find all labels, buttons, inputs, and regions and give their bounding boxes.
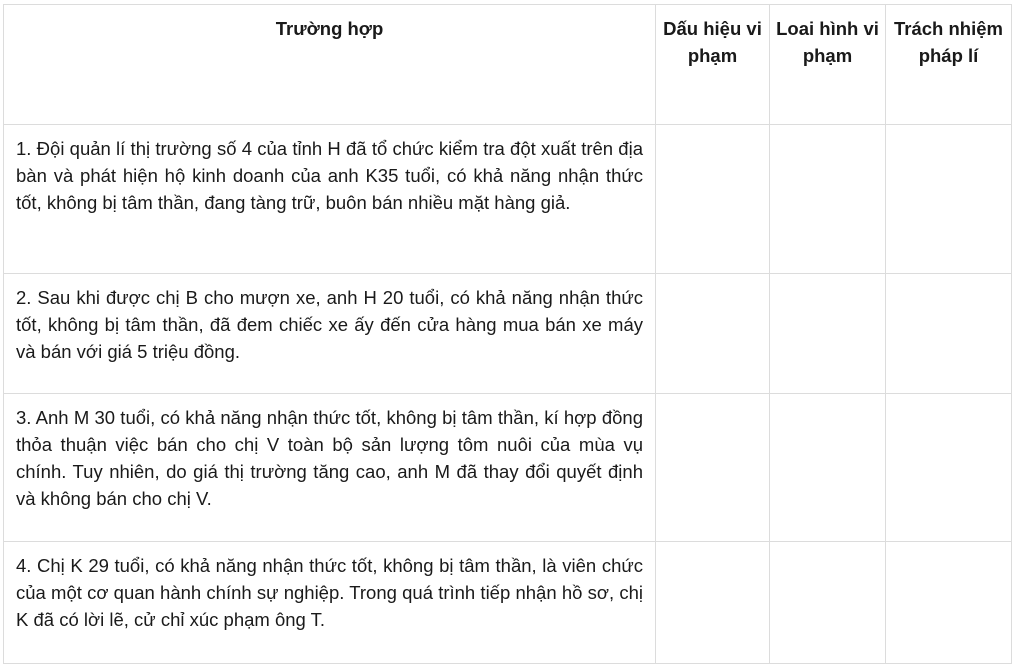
case-cell: 3. Anh M 30 tuổi, có khả năng nhận thức tốt, không bị tâm thần, kí hợp đồng thỏa thuận việc bán cho chị V toàn bộ sản lượng tôm nuôi của mùa vụ chính. Tuy nhiên, do giá thị trường tăng cao, anh M đã thay đổi quyết định và không bán cho chị V. <box>4 394 656 542</box>
case-cell: 4. Chị K 29 tuổi, có khả năng nhận thức tốt, không bị tâm thần, là viên chức của một cơ quan hành chính sự nghiệp. Trong quá trình tiếp nhận hồ sơ, chị K đã có lời lẽ, cử chỉ xúc phạm ông T. <box>4 542 656 664</box>
header-sign-label: Dấu hiệu vi phạm <box>663 18 762 66</box>
table-row <box>4 125 1012 274</box>
case-cell: 2. Sau khi được chị B cho mượn xe, anh H 20 tuổi, có khả năng nhận thức tốt, không bị tâm thần, đã đem chiếc xe ấy đến cửa hàng mua bán xe máy và bán với giá 5 triệu đồng. <box>4 274 656 394</box>
liability-cell <box>886 274 1012 394</box>
liability-cell <box>886 394 1012 542</box>
liability-cell <box>886 125 1012 274</box>
violation-table <box>3 4 1012 664</box>
header-case <box>4 5 656 125</box>
header-type <box>770 5 886 125</box>
header-case-label: Trường hợp <box>275 18 384 39</box>
sign-cell <box>656 394 770 542</box>
type-cell <box>770 125 886 274</box>
sign-cell <box>656 125 770 274</box>
type-cell <box>770 394 886 542</box>
header-type-label: Loai hình vi phạm <box>776 18 879 66</box>
header-sign <box>656 5 770 125</box>
sign-cell <box>656 542 770 664</box>
header-liability <box>886 5 1012 125</box>
header-liability-label: Trách nhiệm pháp lí <box>894 18 1003 66</box>
header-row <box>4 5 1012 125</box>
type-cell <box>770 274 886 394</box>
table-row <box>4 542 1012 664</box>
type-cell <box>770 542 886 664</box>
sign-cell <box>656 274 770 394</box>
liability-cell <box>886 542 1012 664</box>
table-row <box>4 394 1012 542</box>
table-row <box>4 274 1012 394</box>
case-cell: 1. Đội quản lí thị trường số 4 của tỉnh H đã tổ chức kiểm tra đột xuất trên địa bàn và phát hiện hộ kinh doanh của anh K35 tuổi, có khả năng nhận thức tốt, không bị tâm thần, đang tàng trữ, buôn bán nhiều mặt hàng giả. <box>4 125 656 274</box>
